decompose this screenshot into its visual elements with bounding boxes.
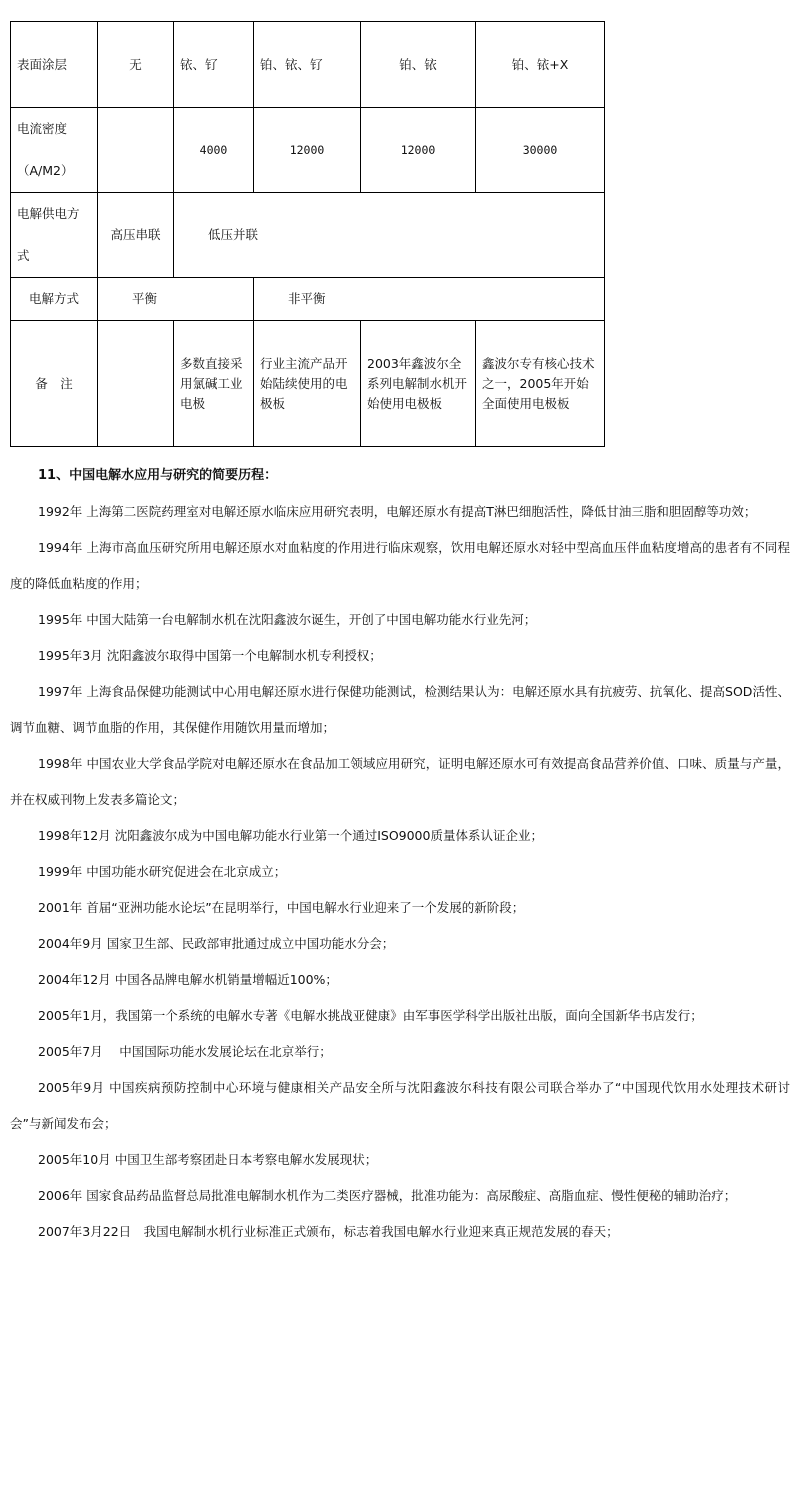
table-cell: 铂、铱+X [476, 22, 605, 108]
history-entry: 2007年3月22日 我国电解制水机行业标准正式颁布，标志着我国电解水行业迎来真正规范发展的春天； [38, 1224, 619, 1239]
table-cell: 鑫波尔专有核心技术之一，2005年开始全面使用电极板 [476, 321, 605, 447]
table-cell: 铂、铱、钌 [254, 22, 361, 108]
table-row [11, 278, 605, 321]
table-row [11, 321, 605, 447]
table-row [11, 22, 605, 108]
history-entry: 1992年 上海第二医院药理室对电解还原水临床应用研究表明，电解还原水有提高T淋巴细胞活性，降低甘油三脂和胆固醇等功效； [38, 504, 757, 519]
history-entry: 1998年 中国农业大学食品学院对电解还原水在食品加工领域应用研究，证明电解还原水可有效提高食品营养价值、口味、质量与产量，并在权威刊物上发表多篇论文； [10, 756, 790, 807]
row-label-current-density: 电流密度（A/M2） [11, 108, 98, 193]
table-cell: 无 [98, 22, 174, 108]
row-label-electrolysis-mode: 电解方式 [11, 278, 98, 321]
table-cell: 铱、钌 [174, 22, 254, 108]
history-entry: 1995年 中国大陆第一台电解制水机在沈阳鑫波尔诞生，开创了中国电解功能水行业先河； [38, 612, 537, 627]
section-heading: 11、中国电解水应用与研究的简要历程： [38, 468, 278, 483]
history-entry: 1998年12月 沈阳鑫波尔成为中国电解功能水行业第一个通过ISO9000质量体系认证企业； [38, 828, 543, 843]
table-row [11, 108, 605, 193]
history-entry: 2005年9月 中国疾病预防控制中心环境与健康相关产品安全所与沈阳鑫波尔科技有限公司联合举办了“中国现代饮用水处理技术研讨会”与新闻发布会； [10, 1080, 790, 1131]
table-cell: 高压串联 [98, 193, 174, 278]
row-label-power-supply: 电解供电方式 [11, 193, 98, 278]
history-entry: 2005年1月，我国第一个系统的电解水专著《电解水挑战亚健康》由军事医学科学出版社出版，面向全国新华书店发行； [38, 1008, 703, 1023]
history-entry: 1997年 上海食品保健功能测试中心用电解还原水进行保健功能测试，检测结果认为：电解还原水具有抗疲劳、抗氧化、提高SOD活性、调节血糖、调节血脂的作用，其保健作用随饮用量而增加； [10, 684, 790, 735]
history-entry: 2005年7月 中国国际功能水发展论坛在北京举行； [38, 1044, 332, 1059]
coating-comparison-table [10, 21, 605, 447]
table-cell: 行业主流产品开始陆续使用的电极板 [254, 321, 361, 447]
table-cell [98, 108, 174, 193]
table-cell: 多数直接采用氯碱工业电极 [174, 321, 254, 447]
history-entry: 2005年10月 中国卫生部考察团赴日本考察电解水发展现状； [38, 1152, 378, 1167]
row-label-surface-coating: 表面涂层 [11, 22, 98, 108]
history-entry: 2004年12月 中国各品牌电解水机销量增幅近100%； [38, 972, 338, 987]
history-list [10, 494, 790, 1250]
table-cell: 2003年鑫波尔全系列电解制水机开始使用电极板 [361, 321, 476, 447]
history-entry: 1994年 上海市高血压研究所用电解还原水对血粘度的作用进行临床观察，饮用电解还原水对轻中型高血压伴血粘度增高的患者有不同程度的降低血粘度的作用； [10, 540, 790, 591]
table-cell: 平衡 [98, 278, 254, 321]
table-cell: 非平衡 [254, 278, 605, 321]
history-entry: 2001年 首届“亚洲功能水论坛”在昆明举行，中国电解水行业迎来了一个发展的新阶段； [38, 900, 525, 915]
table-cell: 12000 [254, 108, 361, 193]
table-cell: 4000 [174, 108, 254, 193]
table-cell [98, 321, 174, 447]
table-cell: 30000 [476, 108, 605, 193]
table-cell: 低压并联 [174, 193, 605, 278]
table-cell: 铂、铱 [361, 22, 476, 108]
row-label-remarks: 备 注 [11, 321, 98, 447]
history-entry: 2006年 国家食品药品监督总局批准电解制水机作为二类医疗器械，批准功能为：高尿酸症、高脂血症、慢性便秘的辅助治疗； [38, 1188, 737, 1203]
history-entry: 1995年3月 沈阳鑫波尔取得中国第一个电解制水机专利授权； [38, 648, 382, 663]
history-entry: 2004年9月 国家卫生部、民政部审批通过成立中国功能水分会； [38, 936, 395, 951]
history-section [10, 458, 790, 1250]
table-cell: 12000 [361, 108, 476, 193]
table-row [11, 193, 605, 278]
history-entry: 1999年 中国功能水研究促进会在北京成立； [38, 864, 287, 879]
